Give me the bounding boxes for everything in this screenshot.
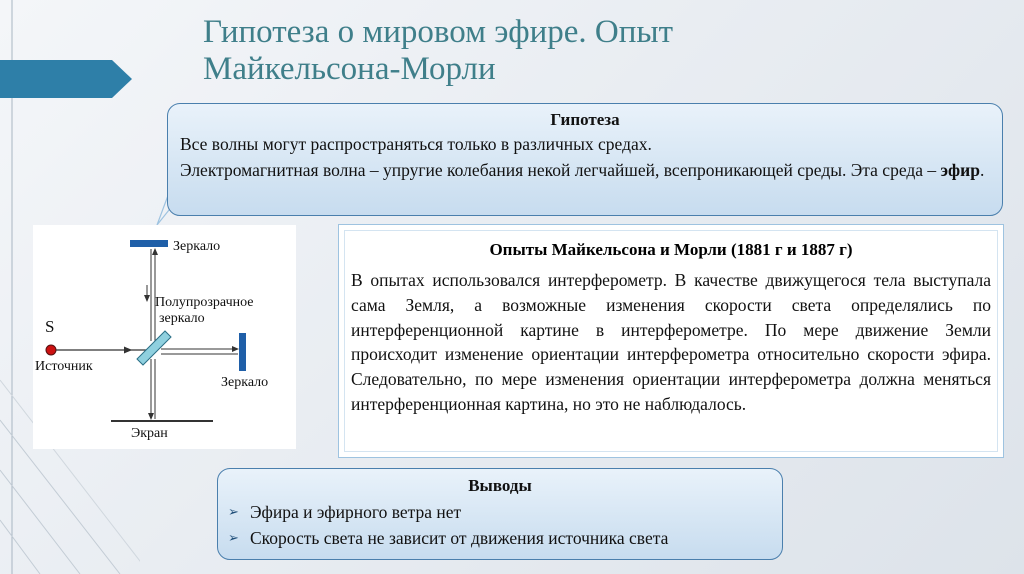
conclusion-text: Скорость света не зависит от движения источника света — [250, 528, 669, 548]
conclusion-item — [228, 499, 772, 525]
title-arrow-tab — [0, 60, 132, 98]
hypothesis-line-1: Все волны могут распространяться только в различных средах. — [180, 134, 652, 154]
title-line-1: Гипотеза о мировом эфире. Опыт — [203, 14, 674, 50]
hypothesis-line-2-text: Электромагнитная волна – упругие колебания некой легчайшей, всепроникающей среды. Эта среда – — [180, 160, 941, 180]
conclusion-text: Эфира и эфирного ветра нет — [250, 502, 462, 522]
label-top-mirror: Зеркало — [173, 239, 221, 254]
arrow-bullet-icon: ➢ — [228, 504, 239, 519]
conclusions-heading: Выводы — [468, 476, 532, 495]
title-line-2: Майкельсона-Морли — [203, 51, 496, 87]
source-dot — [46, 345, 56, 355]
interferometer-svg — [33, 225, 296, 449]
interferometer-diagram — [33, 225, 296, 449]
experiments-text: В опытах использовался интерферометр. В качестве движущегося тела выступала сама Земля, а возможные изменения скорости света определялись по интерференционной картине в интерферометре. По мере движение Земли происходит изменение ориентации интерферометра относительно скорости эфира. Следовательно, по мере изменения ориентации интерферометра должна меняться интерференционная картина, но это не наблюдалось. — [351, 270, 991, 414]
label-source: Источник — [35, 359, 93, 374]
label-screen: Экран — [131, 426, 168, 441]
label-semi-mirror-1: Полупрозрачное — [155, 295, 254, 310]
hypothesis-heading: Гипотеза — [550, 110, 620, 129]
conclusions-list — [228, 499, 772, 551]
label-right-mirror: Зеркало — [221, 375, 269, 390]
label-source-letter: S — [45, 317, 55, 336]
label-semi-mirror-2: зеркало — [159, 311, 205, 326]
slide-title — [203, 14, 963, 88]
hypothesis-line-2 — [180, 157, 990, 183]
hypothesis-line-2-end: . — [979, 160, 985, 180]
right-mirror-shape — [239, 333, 246, 371]
top-mirror-shape — [130, 240, 168, 247]
experiments-inner — [344, 230, 998, 452]
conclusion-item — [228, 525, 772, 551]
hypothesis-box — [167, 103, 1003, 216]
arrow-bullet-icon: ➢ — [228, 530, 239, 545]
experiments-heading: Опыты Майкельсона и Морли (1881 г и 1887 г) — [489, 240, 853, 259]
experiments-box — [338, 224, 1004, 458]
conclusions-box — [217, 468, 783, 560]
semi-mirror-shape — [137, 331, 171, 365]
ether-term: эфир — [940, 160, 980, 180]
